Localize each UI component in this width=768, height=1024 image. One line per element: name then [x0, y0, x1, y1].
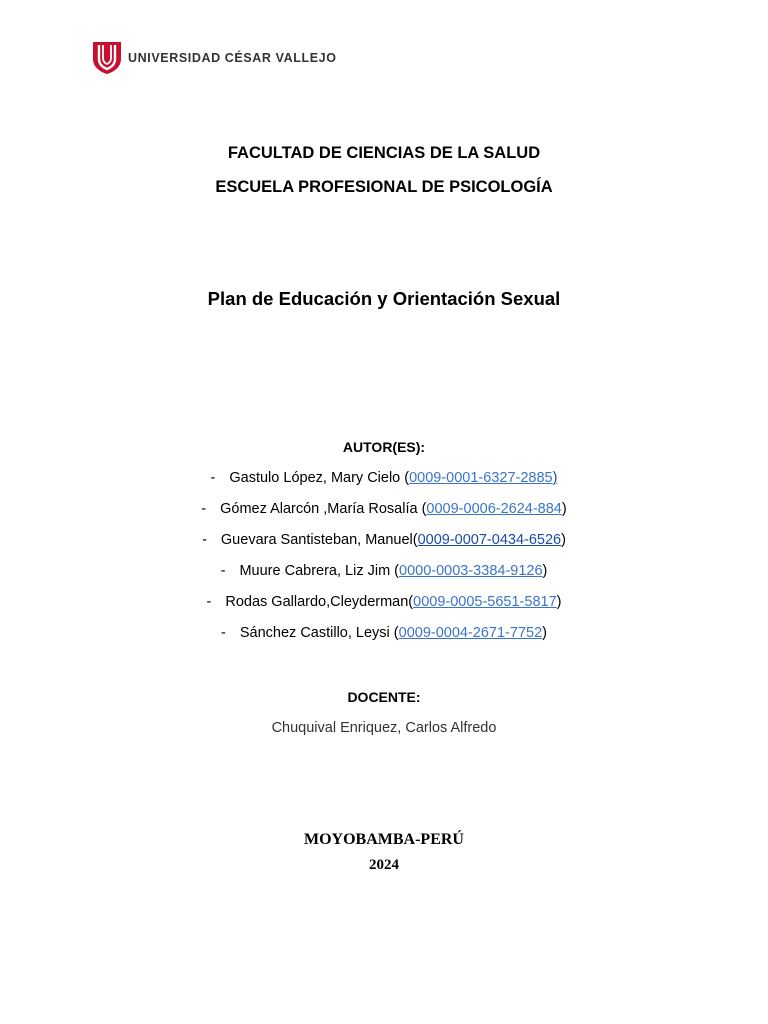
orcid-link[interactable]: 0009-0006-2624-884	[426, 501, 562, 517]
author-name: Gómez Alarcón ,María Rosalía (	[220, 501, 427, 517]
docente-name: Chuquival Enriquez, Carlos Alfredo	[271, 720, 497, 736]
orcid-link[interactable]: 0009-0007-0434-6526	[417, 532, 562, 548]
docente-heading: DOCENTE:	[347, 689, 421, 705]
author-line: - Guevara Santisteban, Manuel(0009-0007-0434-6526)	[202, 532, 566, 548]
orcid-link[interactable]: 0009-0005-5651-5817	[413, 594, 557, 610]
author-line: - Gastulo López, Mary Cielo (0009-0001-6327-2885)	[210, 470, 558, 486]
authors-heading: AUTOR(ES):	[342, 439, 426, 455]
university-name: UNIVERSIDAD CÉSAR VALLEJO	[128, 51, 337, 65]
year-line: 2024	[369, 857, 399, 873]
faculty-heading: FACULTAD DE CIENCIAS DE LA SALUD	[227, 144, 541, 162]
author-line: - Rodas Gallardo,Cleyderman(0009-0005-5651-5817)	[206, 594, 562, 610]
author-name: Rodas Gallardo,Cleyderman(	[225, 594, 414, 610]
author-name: Sánchez Castillo, Leysi (	[239, 625, 399, 641]
orcid-link[interactable]: 0009-0004-2671-7752	[398, 625, 543, 641]
orcid-link[interactable]: 0009-0001-6327-2885	[409, 470, 553, 486]
author-name: Guevara Santisteban, Manuel(	[220, 532, 418, 548]
author-line: - Sánchez Castillo, Leysi (0009-0004-2671-7752)	[221, 625, 547, 641]
document-title: Plan de Educación y Orientación Sexual	[207, 288, 561, 309]
university-shield-icon	[92, 41, 122, 75]
school-heading: ESCUELA PROFESIONAL DE PSICOLOGÍA	[215, 178, 553, 196]
author-name: Muure Cabrera, Liz Jim (	[239, 563, 400, 579]
author-name: Gastulo López, Mary Cielo (	[229, 470, 410, 486]
author-line: - Gómez Alarcón ,María Rosalía (0009-0006-2624-884)	[201, 501, 567, 517]
city-line: MOYOBAMBA-PERÚ	[304, 831, 464, 848]
author-line: - Muure Cabrera, Liz Jim (0000-0003-3384-9126)	[220, 563, 548, 579]
university-logo	[92, 41, 337, 75]
orcid-link[interactable]: 0000-0003-3384-9126	[399, 563, 543, 579]
